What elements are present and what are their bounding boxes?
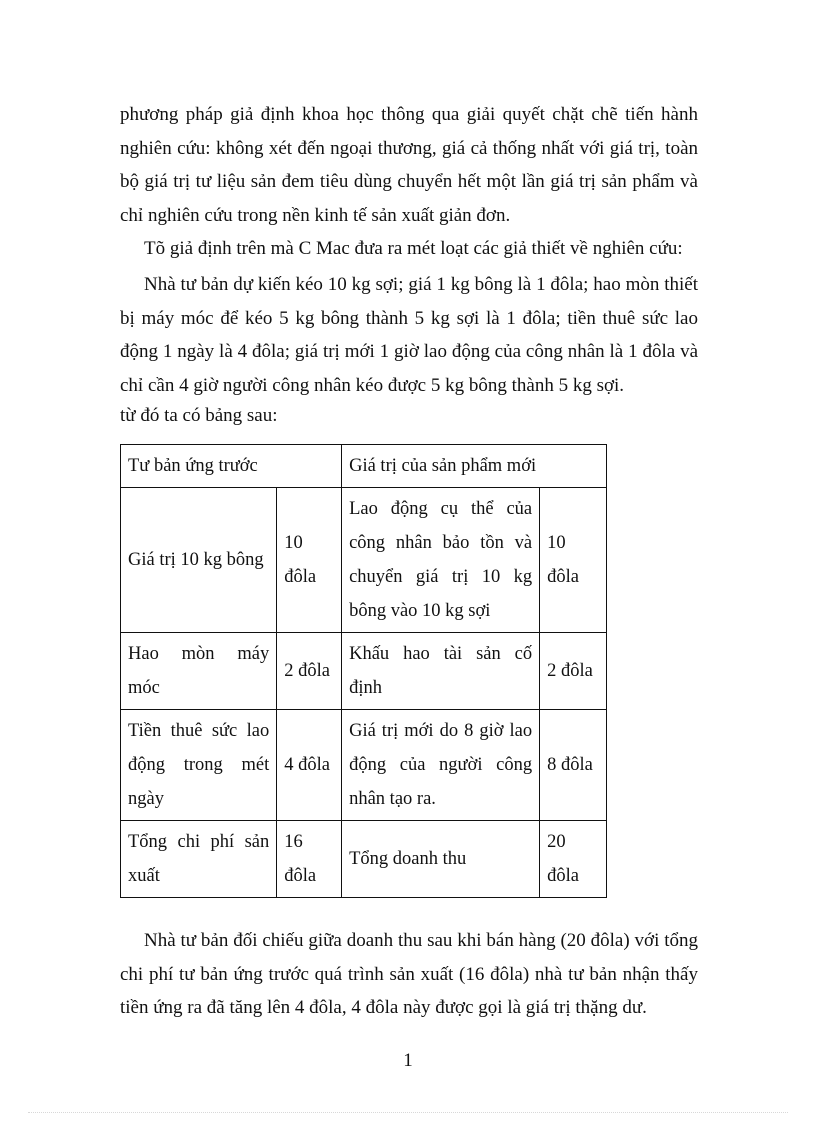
cost-item: Hao mòn máy móc bbox=[121, 633, 277, 710]
table-row bbox=[121, 633, 607, 710]
table-header-row bbox=[121, 445, 607, 488]
value-item: Khấu hao tài sản cố định bbox=[342, 633, 540, 710]
cost-item: Tiền thuê sức lao động trong mét ngày bbox=[121, 710, 277, 821]
cost-value: 16 đôla bbox=[277, 821, 342, 898]
table-intro: từ đó ta có bảng sau: bbox=[120, 405, 278, 426]
example-paragraph: Nhà tư bản dự kiến kéo 10 kg sợi; giá 1 kg bông là 1 đôla; hao mòn thiết bị máy móc để kéo 5 kg bông thành 5 kg sợi là 1 đôla; tiền thuê sức lao động 1 ngày là 4 đôla; giá trị mới 1 giờ lao động của công nhân là 1 đôla và chỉ cần 4 giờ người công nhân kéo được 5 kg bông thành 5 kg sợi. bbox=[120, 274, 698, 396]
value-value: 8 đôla bbox=[540, 710, 607, 821]
value-item: Tổng doanh thu bbox=[342, 821, 540, 898]
cost-item: Giá trị 10 kg bông bbox=[121, 488, 277, 633]
value-value: 20 đôla bbox=[540, 821, 607, 898]
value-item: Giá trị mới do 8 giờ lao động của người công nhân tạo ra. bbox=[342, 710, 540, 821]
table-row bbox=[121, 821, 607, 898]
table-row bbox=[121, 488, 607, 633]
value-value: 10 đôla bbox=[540, 488, 607, 633]
cost-item: Tổng chi phí sản xuất bbox=[121, 821, 277, 898]
value-item: Lao động cụ thể của công nhân bảo tồn và chuyển giá trị 10 kg bông vào 10 kg sợi bbox=[342, 488, 540, 633]
intro-paragraph: phương pháp giả định khoa học thông qua giải quyết chặt chẽ tiến hành nghiên cứu: không xét đến ngoại thương, giá cả thống nhất với giá trị, toàn bộ giá trị tư liệu sản đem tiêu dùng chuyển hết một lần giá trị sản phẩm và chỉ nghiên cứu trong nền kinh tế sản xuất giản đơn. bbox=[120, 104, 698, 226]
conclusion-paragraph: Nhà tư bản đối chiếu giữa doanh thu sau khi bán hàng (20 đôla) với tổng chi phí tư bản ứng trước quá trình sản xuất (16 đôla) nhà tư bản nhận thấy tiền ứng ra đã tăng lên 4 đôla, 4 đôla này được gọi là giá trị thặng dư. bbox=[120, 930, 698, 1018]
header-advanced-capital: Tư bản ứng trước bbox=[121, 445, 342, 488]
cost-value: 10 đôla bbox=[277, 488, 342, 633]
cost-value: 2 đôla bbox=[277, 633, 342, 710]
page-number: 1 bbox=[403, 1050, 413, 1071]
table-row bbox=[121, 710, 607, 821]
value-table bbox=[120, 444, 607, 898]
value-value: 2 đôla bbox=[540, 633, 607, 710]
header-new-product-value: Giá trị của sản phẩm mới bbox=[342, 445, 607, 488]
cost-value: 4 đôla bbox=[277, 710, 342, 821]
assumption-paragraph: Tõ giả định trên mà C Mac đưa ra mét loạt các giả thiết về nghiên cứu: bbox=[144, 238, 683, 259]
footer-divider bbox=[28, 1112, 788, 1113]
